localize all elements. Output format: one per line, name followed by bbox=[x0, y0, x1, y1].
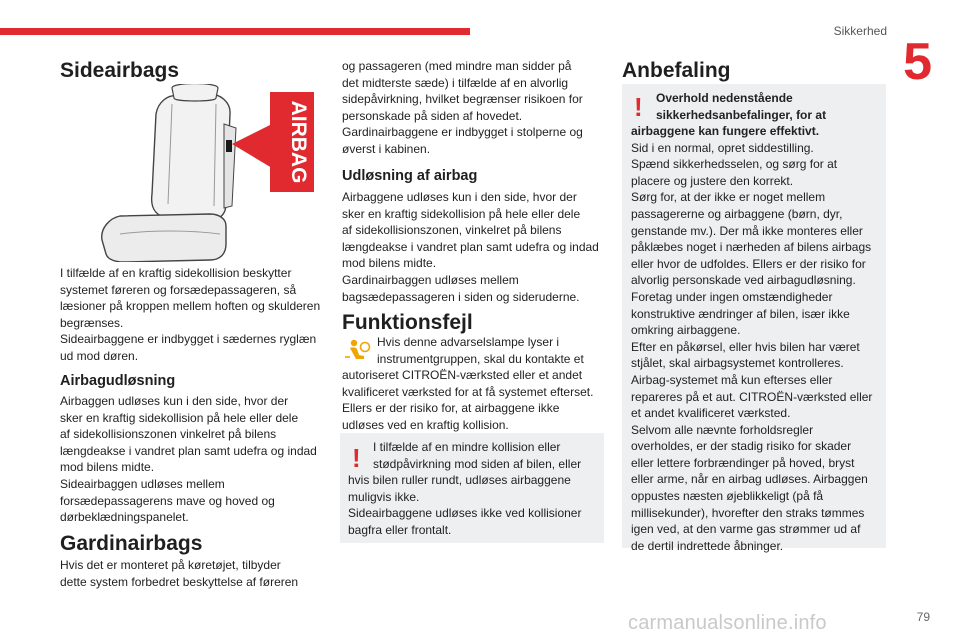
text-line: stjålet, skal airbagsystemet kontrolleres. bbox=[631, 356, 844, 371]
heading-anbefaling: Anbefaling bbox=[622, 59, 731, 82]
text-line: Gardinairbaggen udløses mellem bbox=[342, 272, 519, 287]
text-line: Gardinairbaggene er indbygget i stolperne og bbox=[342, 125, 583, 140]
text-line: Efter en påkørsel, eller hvis bilen har været bbox=[631, 339, 860, 354]
text-line: af sidekollisionszonen vinkelret på bilens bbox=[60, 427, 277, 442]
text-line: oppustes næsten øjeblikkeligt (på få bbox=[631, 489, 824, 504]
heading-udlosning: Udløsning af airbag bbox=[342, 168, 478, 184]
text-line: instrumentgruppen, skal du kontakte et bbox=[377, 351, 584, 366]
text-line: dette system forbedret beskyttelse af føreren bbox=[60, 574, 299, 589]
watermark: carmanualsonline.info bbox=[628, 612, 827, 634]
text-line: udløses ved en kraftig kollision. bbox=[342, 417, 509, 432]
airbag-warning-lamp-icon bbox=[344, 337, 372, 361]
text-line: eller arme, når en airbag udløses. Airbaggen bbox=[631, 472, 868, 487]
text-line: stødpåvirkning mod siden af bilen, eller bbox=[373, 456, 582, 471]
text-line: længdeakse i vandret plan samt udefra og indad bbox=[342, 239, 599, 254]
text-line: placere og justere den korrekt. bbox=[631, 173, 794, 188]
exclamation-icon: ! bbox=[634, 92, 643, 122]
heading-sideairbags: Sideairbags bbox=[60, 59, 180, 82]
text-line: af sidekollisionszonen, vinkelret på bilens bbox=[342, 223, 562, 238]
text-line: Airbaggen udløses kun i den side, hvor der bbox=[60, 394, 289, 408]
text-line: begrænses. bbox=[60, 315, 124, 330]
text-line: genstande mv.). Der må ikke monteres eller bbox=[631, 223, 863, 238]
text-line: sker en kraftig sidekollision på hele eller dele bbox=[342, 206, 581, 221]
text-line: Hvis det er monteret på køretøjet, tilbyder bbox=[60, 558, 281, 572]
text-line: Overhold nedenstående bbox=[656, 91, 793, 105]
text-line: Ellers er der risiko for, at airbaggene ikke bbox=[342, 401, 560, 416]
text-line: I tilfælde af en kraftig sidekollision beskytter bbox=[60, 266, 292, 280]
warning-box-mindre-kollision bbox=[340, 433, 604, 543]
text-line: bagsædepassageren i siden og sideruderne. bbox=[342, 289, 580, 304]
text-line: bagfra eller frontalt. bbox=[348, 522, 452, 537]
exclamation-icon: ! bbox=[352, 443, 361, 473]
warning-text-indent bbox=[373, 439, 601, 472]
text-line: øverst i kabinen. bbox=[342, 141, 431, 156]
text-line: alvorlig personskade ved airbagudløsning. bbox=[631, 273, 856, 288]
heading-airbagudlosning: Airbagudløsning bbox=[60, 373, 176, 389]
text-line: Spænd sikkerhedsselen, og sørg for at bbox=[631, 157, 838, 172]
warning-bold-indent bbox=[656, 90, 882, 123]
text-line: omkring airbaggene. bbox=[631, 323, 741, 338]
text-line: Sørg for, at der ikke er noget mellem bbox=[631, 190, 826, 205]
paragraph-gardinairbags-continued bbox=[342, 58, 612, 158]
text-line: sikkerhedsanbefalinger, for at bbox=[656, 107, 827, 122]
heading-gardinairbags: Gardinairbags bbox=[60, 532, 203, 555]
text-line: Airbaggene udløses kun i den side, hvor der bbox=[342, 190, 577, 204]
text-line: Airbag-systemet må kun efterses eller bbox=[631, 372, 833, 387]
text-line: eller hvor de udfoldes. Ellers er der risiko for bbox=[631, 256, 866, 271]
paragraph-funktionsfejl bbox=[342, 367, 612, 433]
text-line: påklæbes noget i nærheden af bilens airbags bbox=[631, 240, 872, 255]
text-line: et andet kvalificeret værksted. bbox=[631, 406, 791, 421]
text-line: systemet føreren og forsædepassageren, så bbox=[60, 282, 297, 297]
chapter-number: 5 bbox=[903, 33, 932, 91]
text-line: millisekunder), hvorefter den straks tømmes bbox=[631, 505, 865, 520]
section-title: Sikkerhed bbox=[833, 24, 887, 38]
text-line: Sideairbaggen udløses mellem bbox=[60, 476, 225, 491]
side-airbag-illustration bbox=[60, 84, 322, 262]
text-line: passagererne og airbaggene (børn, dyr, bbox=[631, 206, 843, 221]
text-line: ud mod døren. bbox=[60, 348, 139, 363]
text-line: mod bilens midte. bbox=[60, 460, 155, 475]
page-number: 79 bbox=[916, 610, 930, 624]
text-line: Sideairbaggene udløses ikke ved kollisioner bbox=[348, 506, 582, 521]
text-line: Selvom alle nævnte forholdsregler bbox=[631, 422, 814, 437]
text-line: airbaggene kan fungere effektivt. bbox=[631, 124, 820, 138]
text-line: Sid i en normal, opret siddestilling. bbox=[631, 140, 814, 155]
text-line: læsioner på kroppen mellem hoften og skulderen bbox=[60, 299, 321, 314]
text-line: Sideairbaggene er indbygget i sædernes ryglæn bbox=[60, 332, 317, 347]
text-line: det midterste sæde) i tilfælde af en alvorlig bbox=[342, 75, 569, 90]
airbag-label: AIRBAG bbox=[287, 100, 310, 184]
warning-text bbox=[348, 472, 602, 538]
text-line: muligvis ikke. bbox=[348, 489, 420, 504]
text-line: Hvis denne advarselslampe lyser i bbox=[377, 335, 560, 349]
text-line: dørbeklædningspanelet. bbox=[60, 510, 189, 525]
text-line: repareres på et aut. CITROËN-værksted eller bbox=[631, 389, 873, 404]
text-line: og passageren (med mindre man sidder på bbox=[342, 59, 572, 73]
text-line: mod bilens midte. bbox=[342, 256, 437, 271]
warning-box-anbefaling bbox=[622, 84, 886, 553]
paragraph-gardinairbags bbox=[60, 557, 330, 590]
text-line: længdeakse i vandret plan samt udefra og indad bbox=[60, 443, 317, 458]
text-line: hvis bilen ruller rundt, udløses airbaggene bbox=[348, 473, 571, 487]
text-line: overholdes, er der stadig risiko for skader bbox=[631, 439, 852, 454]
text-line: I tilfælde af en mindre kollision eller bbox=[373, 440, 561, 454]
paragraph-udlosning bbox=[342, 189, 612, 305]
paragraph-funktionsfejl-indent bbox=[377, 334, 607, 367]
text-line: sker en kraftig sidekollision på hele eller dele bbox=[60, 410, 299, 425]
text-line: eller lettere forbrændinger på hoved, bryst bbox=[631, 455, 855, 470]
text-line: kvalificeret værksted for at få systemet efterset. bbox=[342, 384, 594, 399]
text-line: autoriseret CITROËN-værksted eller et andet bbox=[342, 368, 583, 382]
text-line: forsædepassagerens mave og hoved og bbox=[60, 493, 275, 508]
chapter-accent-bar bbox=[0, 28, 470, 35]
text-line: konstruktive ændringer af bilen, især ikke bbox=[631, 306, 850, 321]
text-line: sidepåvirkning, hvilket begrænser risikoen for bbox=[342, 92, 583, 107]
paragraph-sideairbags bbox=[60, 265, 330, 365]
warning-body bbox=[631, 123, 885, 554]
text-line: personskade på siden af hovedet. bbox=[342, 108, 523, 123]
text-line: Foretag under ingen omstændigheder bbox=[631, 289, 833, 304]
seat-icon bbox=[60, 84, 322, 262]
text-line: igen ved, at den varme gas strømmer ud af bbox=[631, 522, 861, 537]
heading-funktionsfejl: Funktionsfejl bbox=[342, 311, 473, 334]
paragraph-airbagudlosning bbox=[60, 393, 330, 526]
text-line: de dertil indrettede åbninger. bbox=[631, 538, 784, 553]
